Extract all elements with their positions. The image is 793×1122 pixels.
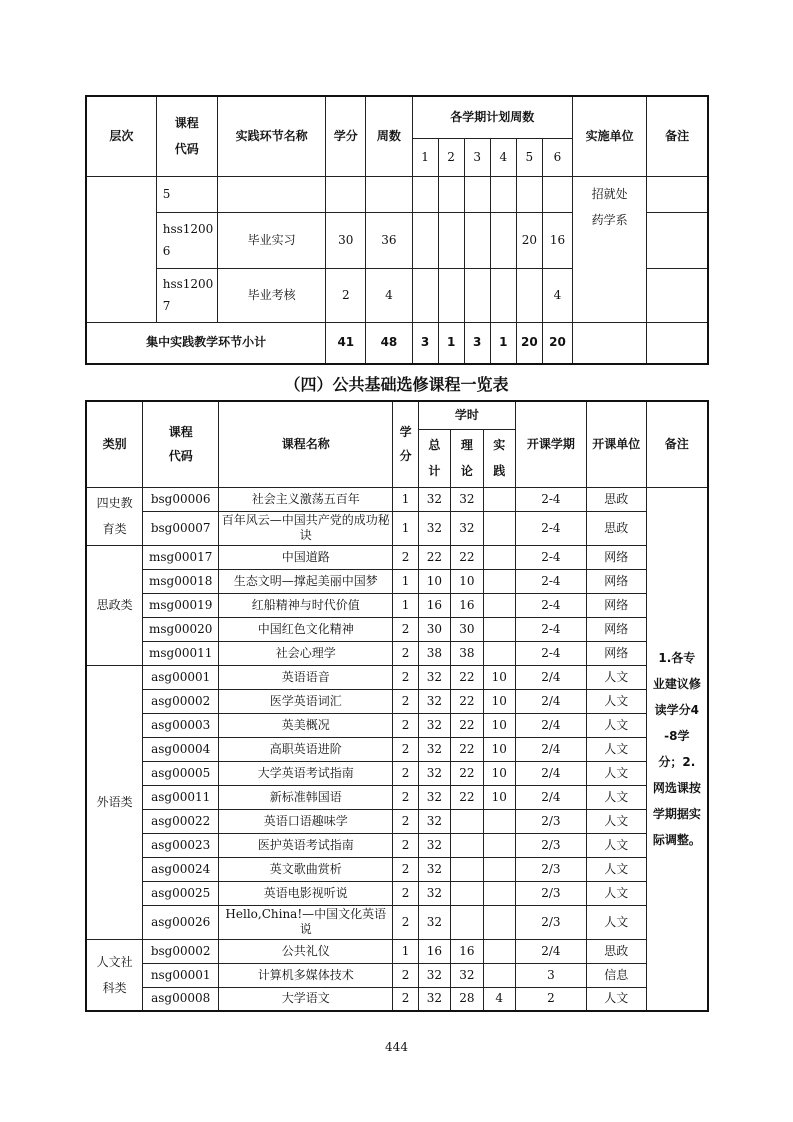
- subtotal-semester: 3: [412, 322, 438, 364]
- credits-cell: 2: [393, 689, 418, 713]
- table-row: [86, 689, 708, 713]
- header-semester-weeks: 各学期计划周数: [412, 96, 573, 138]
- table-row: [86, 593, 708, 617]
- remark-cell: [646, 487, 708, 1011]
- course-code-cell: asg00008: [143, 987, 219, 1011]
- credits-cell: 2: [393, 833, 418, 857]
- semester-cell: [412, 176, 438, 212]
- theory-hours-cell: 16: [451, 939, 483, 963]
- table-row: [86, 545, 708, 569]
- theory-hours-cell: [451, 881, 483, 905]
- semester-cell: 16: [542, 212, 572, 268]
- credits-cell: 1: [393, 939, 418, 963]
- unit-cell: 网络: [586, 569, 646, 593]
- practice-hours-cell: [483, 617, 515, 641]
- total-hours-cell: 32: [418, 881, 450, 905]
- total-hours-cell: 32: [418, 511, 450, 545]
- practice-hours-cell: [483, 905, 515, 939]
- header-semester: 开课学期: [515, 401, 586, 487]
- total-hours-cell: 22: [418, 545, 450, 569]
- course-code-cell: bsg00002: [143, 939, 219, 963]
- category-cell: 人文社科类: [86, 939, 143, 1011]
- semester-cell: 4: [542, 268, 572, 322]
- theory-hours-cell: 16: [451, 593, 483, 617]
- practice-hours-cell: [483, 593, 515, 617]
- practice-hours-cell: 10: [483, 761, 515, 785]
- section-title: （四）公共基础选修课程一览表: [284, 375, 509, 394]
- link-name-cell: [217, 176, 325, 212]
- practice-hours-cell: [483, 641, 515, 665]
- course-code-cell: hss12007: [156, 268, 217, 322]
- total-hours-cell: 32: [418, 963, 450, 987]
- practice-hours-cell: [483, 881, 515, 905]
- total-hours-cell: 32: [418, 689, 450, 713]
- credits-cell: 2: [393, 761, 418, 785]
- course-name-cell: 公共礼仪: [219, 939, 393, 963]
- course-name-cell: 高职英语进阶: [219, 737, 393, 761]
- semester-cell: [490, 176, 516, 212]
- course-code-cell: asg00001: [143, 665, 219, 689]
- practice-hours-cell: [483, 857, 515, 881]
- header-remark: 备注: [646, 401, 708, 487]
- course-name-cell: 生态文明—撑起美丽中国梦: [219, 569, 393, 593]
- table-row: [86, 511, 708, 545]
- semester-cell: 2/4: [515, 665, 586, 689]
- unit-cell: 网络: [586, 617, 646, 641]
- unit-cell: 思政: [586, 939, 646, 963]
- practice-hours-cell: [483, 511, 515, 545]
- unit-cell: 人文: [586, 785, 646, 809]
- semester-header: 5: [516, 138, 542, 176]
- weeks-cell: 4: [366, 268, 412, 322]
- credits-cell: 2: [393, 665, 418, 689]
- semester-cell: [464, 268, 490, 322]
- practice-hours-cell: 10: [483, 737, 515, 761]
- semester-cell: [464, 176, 490, 212]
- semester-cell: 2-4: [515, 641, 586, 665]
- unit-cell: 人文: [586, 857, 646, 881]
- theory-hours-cell: [451, 833, 483, 857]
- course-code-cell: asg00002: [143, 689, 219, 713]
- table-row: [86, 713, 708, 737]
- semester-cell: 2-4: [515, 511, 586, 545]
- course-code-cell: bsg00007: [143, 511, 219, 545]
- semester-cell: 2/4: [515, 785, 586, 809]
- table-row: [86, 987, 708, 1011]
- semester-cell: [516, 176, 542, 212]
- course-code-cell: asg00003: [143, 713, 219, 737]
- credits-cell: 1: [393, 511, 418, 545]
- credits-cell: 2: [393, 713, 418, 737]
- unit-cell: 人文: [586, 689, 646, 713]
- unit-cell: 信息: [586, 963, 646, 987]
- category-cell: 外语类: [86, 665, 143, 939]
- table-row: [86, 737, 708, 761]
- credits-cell: 2: [393, 617, 418, 641]
- semester-cell: 2/3: [515, 833, 586, 857]
- total-hours-cell: 32: [418, 737, 450, 761]
- semester-cell: [412, 212, 438, 268]
- practice-hours-cell: [483, 569, 515, 593]
- course-code-cell: msg00019: [143, 593, 219, 617]
- course-name-cell: 社会主义激荡五百年: [219, 487, 393, 511]
- unit-cell: 人文: [586, 881, 646, 905]
- header-credits: 学分: [393, 401, 418, 487]
- unit-cell: 人文: [586, 987, 646, 1011]
- course-name-cell: 医学英语词汇: [219, 689, 393, 713]
- header-unit: 开课单位: [586, 401, 646, 487]
- semester-cell: 2: [515, 987, 586, 1011]
- total-hours-cell: 32: [418, 665, 450, 689]
- header-link-name: 实践环节名称: [217, 96, 325, 176]
- table-row: [86, 665, 708, 689]
- semester-cell: 2-4: [515, 617, 586, 641]
- unit-cell: 招就处 药学系: [573, 176, 647, 322]
- theory-hours-cell: 22: [451, 761, 483, 785]
- course-name-cell: 英语口语趣味学: [219, 809, 393, 833]
- theory-hours-cell: 22: [451, 737, 483, 761]
- semester-cell: 2-4: [515, 545, 586, 569]
- theory-hours-cell: 30: [451, 617, 483, 641]
- remark-text: 1.各专业建议修读学分4-8学分；2.网选课按学期据实际调整。: [652, 650, 701, 847]
- weeks-cell: [366, 176, 412, 212]
- semester-cell: 2/3: [515, 881, 586, 905]
- practice-hours-cell: [483, 833, 515, 857]
- link-name-cell: 毕业考核: [217, 268, 325, 322]
- course-name-cell: 英文歌曲赏析: [219, 857, 393, 881]
- unit-cell: 人文: [586, 713, 646, 737]
- theory-hours-cell: 28: [451, 987, 483, 1011]
- table-row: [86, 487, 708, 511]
- subtotal-semester: 1: [490, 322, 516, 364]
- theory-hours-cell: 22: [451, 545, 483, 569]
- credits-cell: 2: [393, 881, 418, 905]
- credits-cell: 2: [393, 737, 418, 761]
- course-name-cell: 红船精神与时代价值: [219, 593, 393, 617]
- unit-cell: 网络: [586, 641, 646, 665]
- course-code-cell: hss12006: [156, 212, 217, 268]
- table-row: [86, 809, 708, 833]
- theory-hours-cell: 22: [451, 785, 483, 809]
- course-name-cell: 中国道路: [219, 545, 393, 569]
- total-hours-cell: 32: [418, 713, 450, 737]
- course-name-cell: 中国红色文化精神: [219, 617, 393, 641]
- practice-hours-cell: 10: [483, 713, 515, 737]
- semester-cell: [412, 268, 438, 322]
- theory-hours-cell: 10: [451, 569, 483, 593]
- header-practice: 实践: [483, 429, 515, 487]
- credits-cell: 2: [393, 809, 418, 833]
- course-code-cell: bsg00006: [143, 487, 219, 511]
- course-name-cell: 医护英语考试指南: [219, 833, 393, 857]
- course-name-cell: 大学语文: [219, 987, 393, 1011]
- semester-header: 4: [490, 138, 516, 176]
- table-row: [86, 881, 708, 905]
- credits-cell: 2: [326, 268, 366, 322]
- practice-hours-cell: 10: [483, 689, 515, 713]
- table-row: [86, 761, 708, 785]
- theory-hours-cell: [451, 857, 483, 881]
- practice-table: [85, 95, 709, 365]
- table-row: [86, 641, 708, 665]
- course-code-cell: asg00026: [143, 905, 219, 939]
- total-hours-cell: 16: [418, 593, 450, 617]
- subtotal-semester: 1: [438, 322, 464, 364]
- credits-cell: 2: [393, 545, 418, 569]
- theory-hours-cell: 32: [451, 963, 483, 987]
- course-code-cell: asg00011: [143, 785, 219, 809]
- semester-cell: [490, 212, 516, 268]
- header-theory: 理论: [451, 429, 483, 487]
- semester-cell: 2-4: [515, 569, 586, 593]
- course-code-cell: asg00024: [143, 857, 219, 881]
- practice-hours-cell: [483, 809, 515, 833]
- credits-cell: 1: [393, 569, 418, 593]
- course-code-cell: asg00005: [143, 761, 219, 785]
- total-hours-cell: 32: [418, 809, 450, 833]
- semester-cell: 2-4: [515, 487, 586, 511]
- theory-hours-cell: [451, 809, 483, 833]
- theory-hours-cell: 22: [451, 665, 483, 689]
- credits-cell: 1: [393, 593, 418, 617]
- practice-hours-cell: [483, 939, 515, 963]
- header-credits: 学分: [326, 96, 366, 176]
- unit-cell: 人文: [586, 737, 646, 761]
- semester-cell: 2/3: [515, 809, 586, 833]
- remark-cell: [647, 212, 708, 268]
- semester-header: 2: [438, 138, 464, 176]
- unit-cell: 思政: [586, 511, 646, 545]
- course-name-cell: 英语语音: [219, 665, 393, 689]
- total-hours-cell: 16: [418, 939, 450, 963]
- course-code-cell: asg00022: [143, 809, 219, 833]
- semester-cell: 2/4: [515, 939, 586, 963]
- practice-hours-cell: 10: [483, 665, 515, 689]
- theory-hours-cell: 22: [451, 689, 483, 713]
- course-name-cell: 百年风云—中国共产党的成功秘诀: [219, 511, 393, 545]
- subtotal-weeks: 48: [366, 322, 412, 364]
- link-name-cell: 毕业实习: [217, 212, 325, 268]
- course-name-cell: Hello,China!—中国文化英语说: [219, 905, 393, 939]
- unit-cell: 人文: [586, 905, 646, 939]
- level-cell: [86, 176, 156, 322]
- semester-header: 6: [542, 138, 572, 176]
- course-name-cell: 计算机多媒体技术: [219, 963, 393, 987]
- table-row: [86, 569, 708, 593]
- course-name-cell: 大学英语考试指南: [219, 761, 393, 785]
- subtotal-credits: 41: [326, 322, 366, 364]
- category-cell: 四史教育类: [86, 487, 143, 545]
- course-code-cell: nsg00001: [143, 963, 219, 987]
- semester-header: 3: [464, 138, 490, 176]
- subtotal-semester: 3: [464, 322, 490, 364]
- elective-table: [85, 400, 709, 1012]
- semester-cell: [438, 212, 464, 268]
- semester-cell: 2/4: [515, 689, 586, 713]
- unit-cell: 网络: [586, 545, 646, 569]
- total-hours-cell: 32: [418, 487, 450, 511]
- table-row: [86, 905, 708, 939]
- course-code-cell: msg00011: [143, 641, 219, 665]
- header-weeks: 周数: [366, 96, 412, 176]
- course-name-cell: 社会心理学: [219, 641, 393, 665]
- unit-cell: 人文: [586, 833, 646, 857]
- semester-cell: 2/4: [515, 737, 586, 761]
- category-cell: 思政类: [86, 545, 143, 665]
- total-hours-cell: 10: [418, 569, 450, 593]
- credits-cell: 2: [393, 987, 418, 1011]
- weeks-cell: 36: [366, 212, 412, 268]
- semester-cell: [438, 176, 464, 212]
- course-name-cell: 英语电影视听说: [219, 881, 393, 905]
- remark-cell: [647, 176, 708, 212]
- table-row: [86, 176, 708, 212]
- unit-cell: 人文: [586, 665, 646, 689]
- credits-cell: 2: [393, 857, 418, 881]
- total-hours-cell: 30: [418, 617, 450, 641]
- credits-cell: 1: [393, 487, 418, 511]
- semester-cell: [490, 268, 516, 322]
- table-row: [86, 785, 708, 809]
- total-hours-cell: 32: [418, 761, 450, 785]
- header-unit: 实施单位: [573, 96, 647, 176]
- unit-cell: 人文: [586, 809, 646, 833]
- semester-cell: 20: [516, 212, 542, 268]
- credits-cell: 2: [393, 641, 418, 665]
- total-hours-cell: 32: [418, 905, 450, 939]
- theory-hours-cell: 32: [451, 511, 483, 545]
- theory-hours-cell: [451, 905, 483, 939]
- subtotal-row: [86, 322, 708, 364]
- course-code-cell: 5: [156, 176, 217, 212]
- semester-cell: 2/3: [515, 905, 586, 939]
- header-course-code: 课程代码: [143, 401, 219, 487]
- practice-hours-cell: 4: [483, 987, 515, 1011]
- total-hours-cell: 32: [418, 857, 450, 881]
- table-row: [86, 617, 708, 641]
- header-remark: 备注: [647, 96, 708, 176]
- theory-hours-cell: 38: [451, 641, 483, 665]
- practice-hours-cell: [483, 545, 515, 569]
- subtotal-label: 集中实践教学环节小计: [86, 322, 326, 364]
- semester-cell: [438, 268, 464, 322]
- semester-cell: 2/3: [515, 857, 586, 881]
- elective-table-body: [86, 487, 708, 1011]
- practice-hours-cell: [483, 963, 515, 987]
- table-row: [86, 939, 708, 963]
- credits-cell: 2: [393, 963, 418, 987]
- remark-cell: [647, 268, 708, 322]
- theory-hours-cell: 32: [451, 487, 483, 511]
- total-hours-cell: 32: [418, 785, 450, 809]
- total-hours-cell: 32: [418, 987, 450, 1011]
- credits-cell: [326, 176, 366, 212]
- credits-cell: 30: [326, 212, 366, 268]
- header-course-code: 课程代码: [156, 96, 217, 176]
- course-code-cell: asg00004: [143, 737, 219, 761]
- semester-cell: [464, 212, 490, 268]
- subtotal-semester: 20: [542, 322, 572, 364]
- theory-hours-cell: 22: [451, 713, 483, 737]
- semester-cell: 3: [515, 963, 586, 987]
- course-name-cell: 英美概况: [219, 713, 393, 737]
- total-hours-cell: 38: [418, 641, 450, 665]
- semester-header: 1: [412, 138, 438, 176]
- page-number: 444: [385, 1040, 408, 1054]
- practice-hours-cell: [483, 487, 515, 511]
- unit-cell: 网络: [586, 593, 646, 617]
- course-code-cell: asg00025: [143, 881, 219, 905]
- course-code-cell: msg00020: [143, 617, 219, 641]
- unit-cell: 人文: [586, 761, 646, 785]
- header-course-name: 课程名称: [219, 401, 393, 487]
- course-code-cell: asg00023: [143, 833, 219, 857]
- header-category: 类别: [86, 401, 143, 487]
- credits-cell: 2: [393, 905, 418, 939]
- unit-cell: 思政: [586, 487, 646, 511]
- course-name-cell: 新标准韩国语: [219, 785, 393, 809]
- table-row: [86, 857, 708, 881]
- subtotal-semester: 20: [516, 322, 542, 364]
- table-row: [86, 963, 708, 987]
- credits-cell: 2: [393, 785, 418, 809]
- header-total: 总计: [418, 429, 450, 487]
- semester-cell: 2-4: [515, 593, 586, 617]
- semester-cell: [516, 268, 542, 322]
- subtotal-unit: [573, 322, 647, 364]
- table-row: [86, 833, 708, 857]
- semester-cell: 2/4: [515, 713, 586, 737]
- semester-cell: 2/4: [515, 761, 586, 785]
- total-hours-cell: 32: [418, 833, 450, 857]
- course-code-cell: msg00018: [143, 569, 219, 593]
- header-level: 层次: [86, 96, 156, 176]
- practice-hours-cell: 10: [483, 785, 515, 809]
- semester-cell: [542, 176, 572, 212]
- header-hours: 学时: [418, 401, 515, 429]
- subtotal-remark: [647, 322, 708, 364]
- course-code-cell: msg00017: [143, 545, 219, 569]
